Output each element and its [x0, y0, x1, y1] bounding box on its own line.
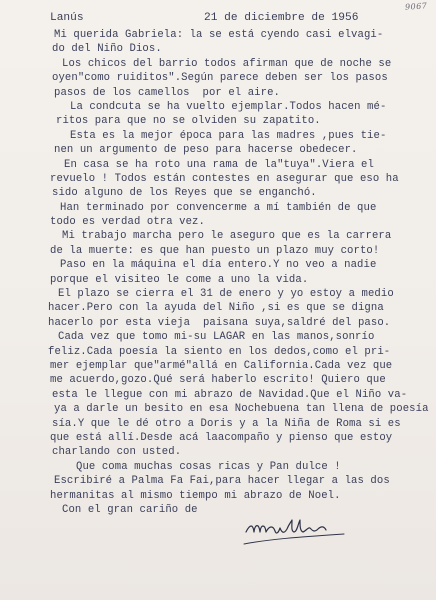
catalog-number: 9067: [404, 1, 428, 12]
letter-line: feliz.Cada poesía la siento en los dedos,como el pri-: [48, 345, 391, 358]
letter-line: Que coma muchas cosas ricas y Pan dulce !: [76, 460, 341, 473]
letter-header: [50, 12, 410, 28]
letter-line: hermanitas al mismo tiempo mi abrazo de Noel.: [50, 489, 341, 502]
letter-line: En casa se ha roto una rama de la"tuya".Viera el: [64, 158, 374, 171]
letter-line: revuelo ! Todos están contestes en asegurar que eso ha: [50, 172, 399, 185]
letter-line: Han terminado por convencerme a mí también de que: [60, 201, 377, 214]
letter-line: Paso en la máquina el día entero.Y no veo a nadie: [60, 259, 377, 272]
letter-line: que está allí.Desde acá laacompaño y pienso que estoy: [50, 431, 393, 444]
letter-line: sido alguno de los Reyes que se enganchó.: [52, 187, 317, 200]
letter-line: Esta es la mejor época para las madres ,pues tie-: [70, 129, 387, 142]
letter-line: esta le llegue con mi abrazo de Navidad.Que el Niño va-: [52, 388, 408, 401]
handwritten-signature: [240, 512, 350, 552]
letter-line: oyen"como ruiditos".Según parece deben ser los pasos: [52, 72, 388, 85]
letter-line: hacer.Pero con la ayuda del Niño ,si es que se digna: [48, 302, 384, 315]
letter-line: Mi querida Gabriela: la se está cyendo casi elvagi-: [54, 29, 384, 41]
letter-line: Los chicos del barrio todos afirman que de noche se: [62, 57, 392, 70]
letter-line: charlando con usted.: [52, 446, 182, 459]
letter-line: sía.Y que le dé otro a Doris y a la Niña de Roma si es: [52, 417, 401, 430]
letter-line: do del Niño Dios.: [52, 43, 162, 56]
letter-line: Cada vez que tomo mi-su LAGAR en las manos,sonrío: [58, 331, 375, 344]
letter-line: me acuerdo,gozo.Qué será haberlo escrito! Quiero que: [50, 374, 386, 387]
letter-line: La condcuta se ha vuelto ejemplar.Todos hacen mé-: [70, 100, 387, 113]
letter-line: todo es verdad otra vez.: [50, 216, 205, 229]
letter-line: ritos para que no se olviden su zapatito.: [56, 115, 321, 128]
letter-line: Mi trabajo marcha pero le aseguro que es la carrera: [62, 230, 392, 243]
letter-line: El plazo se cierra el 31 de enero y yo estoy a medio: [58, 288, 394, 301]
letter-line: nen un argumento de peso para hacerse obedecer.: [54, 144, 358, 157]
letter-line: Con el gran cariño de: [62, 503, 198, 516]
letter-line: porque el visiteo le come a uno la vida.: [50, 273, 309, 286]
letter-line: Escribiré a Palma Fa Fai,para hacer llegar a las dos: [54, 475, 390, 488]
letter-line: hacerlo por esta vieja paisana suya,saldré del paso.: [48, 316, 391, 329]
letter-date: 21 de diciembre de 1956: [204, 12, 359, 24]
signature-scrawl-icon: [240, 512, 350, 552]
letter-line: de la muerte: es que han puesto un plazo muy corto!: [50, 244, 380, 257]
letter-place: Lanús: [50, 12, 84, 24]
letter-line: pasos de los camellos por el aire.: [54, 86, 281, 99]
letter-line: mer ejemplar que"armé"allá en California.Cada vez que: [50, 359, 393, 372]
letter-line: ya a darle un besito en esa Nochebuena tan llena de poesía: [54, 403, 429, 416]
letter-body: [0, 28, 436, 517]
